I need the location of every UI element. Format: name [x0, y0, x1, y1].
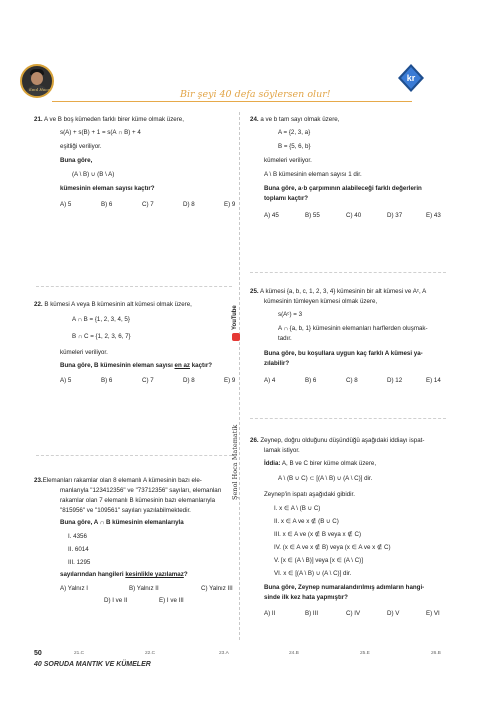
claim-label: İddia: — [264, 460, 281, 467]
question-number: 22. — [34, 301, 43, 308]
option[interactable]: B) Yalnız II — [129, 585, 159, 592]
side-banner — [231, 300, 245, 500]
proof-step: VI. x ∈ [(A \ B) ∪ (A \ C)] dir. — [274, 570, 352, 577]
equation: s(Aᶜ) = 3 — [278, 311, 303, 318]
page-number: 50 — [34, 650, 42, 657]
option[interactable]: B) III — [305, 610, 319, 617]
text-line: A ∩ {a, b, 1} kümesinin elemanları harflerden oluşmak- — [278, 325, 428, 332]
question-prompt: sinde ilk kez hata yapmıştır? — [264, 594, 348, 601]
question-stem: A kümesi {a, b, c, 1, 2, 3, 4} kümesinin bir alt kümesi ve Aᶜ, A — [260, 288, 427, 295]
list-item: II. 6014 — [68, 546, 89, 553]
separator — [250, 272, 446, 273]
question-stem: B kümesi A veya B kümesinin alt kümesi olmak üzere, — [44, 301, 192, 308]
book-title: 40 SORUDA MANTIK VE KÜMELER — [34, 661, 151, 668]
avatar-face — [31, 72, 43, 85]
answer-key-item: 24.B — [289, 651, 299, 656]
question-prompt: toplamı kaçtır? — [264, 195, 309, 202]
text-line: "815956" ve "109561" sayıları yazılabilmektedir. — [60, 507, 191, 514]
option[interactable]: A) Yalnız I — [60, 585, 88, 592]
option[interactable]: E) 9 — [224, 377, 236, 384]
question-number: 25. — [250, 288, 259, 295]
question-number: 21. — [34, 116, 43, 123]
text-line: Buna göre, — [60, 157, 93, 164]
text-line: Elemanları rakamlar olan 8 elemanlı A kümesinin bazı ele- — [42, 477, 202, 484]
question-prompt: Buna göre, bu koşullara uygun kaç farklı A kümesi ya- — [264, 350, 423, 357]
option[interactable]: C) Yalnız III — [201, 585, 233, 592]
equation: B ∩ C = {1, 2, 3, 6, 7} — [72, 333, 131, 340]
equation: B = {5, 6, b} — [278, 143, 311, 150]
separator — [36, 286, 232, 287]
option[interactable]: C) 8 — [346, 377, 358, 384]
youtube-label: YouTube — [232, 305, 238, 330]
option[interactable]: D) 8 — [183, 201, 195, 208]
question-number: 23. — [34, 477, 43, 484]
option[interactable]: A) 45 — [264, 212, 279, 219]
proof-step: V. [x ∈ (A \ B)] veya [x ∈ (A \ C)] — [274, 557, 363, 564]
expression: (A \ B) ∪ (B \ A) — [72, 171, 115, 178]
question-prompt: Buna göre, A ∩ B kümesinin elemanlarıyla — [60, 519, 184, 526]
text-line: kümeleri veriliyor. — [264, 157, 312, 164]
option[interactable]: E) 9 — [224, 201, 236, 208]
option[interactable]: D) I ve II — [104, 597, 128, 604]
formula: A \ (B ∪ C) ⊂ [(A \ B) ∪ (A \ C)] dir. — [278, 475, 373, 482]
youtube-icon — [232, 333, 240, 341]
text-line: tadır. — [278, 335, 292, 342]
option[interactable]: B) 55 — [305, 212, 320, 219]
question-stem: A ve B boş kümeden farklı birer küme olmak üzere, — [44, 116, 184, 123]
separator — [250, 418, 446, 419]
question-prompt: zılabilir? — [264, 360, 290, 367]
option[interactable]: B) 6 — [305, 377, 317, 384]
option[interactable]: A) 4 — [264, 377, 276, 384]
question-prompt: Buna göre, Zeynep numaralandırılmış adımların hangi- — [264, 584, 425, 591]
question-prompt: Buna göre, a·b çarpımının alabileceği farklı değerlerin — [264, 185, 422, 192]
option[interactable]: B) 6 — [101, 377, 113, 384]
text-line: A \ B kümesinin eleman sayısı 1 dir. — [264, 171, 362, 178]
option[interactable]: E) 43 — [426, 212, 441, 219]
option[interactable]: B) 6 — [101, 201, 113, 208]
answer-key-item: 23.A — [219, 651, 229, 656]
side-banner-text: Şenol Hoca Matematik — [231, 424, 239, 500]
question-prompt: kümesinin eleman sayısı kaçtır? — [60, 185, 155, 192]
claim-text: A, B ve C birer küme olmak üzere, — [280, 460, 377, 467]
proof-step: III. x ∈ A ve (x ∉ B veya x ∉ C) — [274, 531, 362, 538]
option[interactable]: E) 14 — [426, 377, 441, 384]
text-line: manlarıyla "123412356" ve "73712356" sayıları, elemanları — [60, 487, 222, 494]
option[interactable]: C) 40 — [346, 212, 362, 219]
equation: A ∩ B = {1, 2, 3, 4, 5} — [72, 316, 130, 323]
question-number: 24. — [250, 116, 259, 123]
author-avatar — [20, 64, 54, 98]
option[interactable]: D) V — [387, 610, 400, 617]
text-line: Zeynep'in ispatı aşağıdaki gibidir. — [264, 491, 355, 498]
list-item: III. 1295 — [68, 559, 91, 566]
option[interactable]: A) II — [264, 610, 276, 617]
option[interactable]: D) 8 — [183, 377, 195, 384]
proof-step: I. x ∈ A \ (B ∪ C) — [274, 505, 321, 512]
option[interactable]: C) 7 — [142, 377, 154, 384]
question-number: 26. — [250, 437, 259, 444]
equation: A = {2, 3, a} — [278, 129, 311, 136]
option[interactable]: D) 12 — [387, 377, 403, 384]
list-item: I. 4356 — [68, 533, 87, 540]
text-line: rakamlar olan 7 elemanlı B kümesinin bazı elemanlarıyla — [60, 497, 216, 504]
answer-key-item: 25.E — [360, 651, 370, 656]
proof-step: II. x ∈ A ve x ∉ (B ∪ C) — [274, 518, 339, 525]
option[interactable]: C) 7 — [142, 201, 154, 208]
header-slogan: Bir şeyi 40 defa söylersen olur! — [180, 89, 331, 100]
answer-key-item: 22.C — [145, 651, 156, 656]
avatar-signature: Sınıl Hoca — [29, 87, 50, 92]
header-rule — [52, 101, 412, 102]
text-line: kümesinin tümleyen kümesi olmak üzere, — [264, 298, 378, 305]
option[interactable]: A) 5 — [60, 377, 72, 384]
proof-step: IV. (x ∈ A ve x ∉ B) veya (x ∈ A ve x ∉ C) — [274, 544, 391, 551]
text-line: kümeleri veriliyor. — [60, 349, 108, 356]
text-line: eşitliği veriliyor. — [60, 143, 102, 150]
option[interactable]: E) I ve III — [159, 597, 184, 604]
answer-key-item: 21.C — [74, 651, 85, 656]
question-prompt: Buna göre, B kümesinin eleman sayısı en az kaçtır? — [60, 362, 213, 369]
question-stem: Zeynep, doğru olduğunu düşündüğü aşağıdaki iddiayı ispat- — [260, 437, 425, 444]
option[interactable]: C) IV — [346, 610, 361, 617]
text-line: lamak istiyor. — [264, 447, 300, 454]
option[interactable]: D) 37 — [387, 212, 403, 219]
question-prompt: sayılarından hangileri kesinlikle yazılamaz? — [60, 571, 188, 578]
logo-text: kr — [406, 73, 416, 83]
separator — [36, 455, 232, 456]
option[interactable]: E) VI — [426, 610, 440, 617]
answer-key-item: 26.B — [431, 651, 441, 656]
equation: s(A) + s(B) + 1 = s(A ∩ B) + 4 — [60, 129, 141, 136]
question-stem: a ve b tam sayı olmak üzere, — [260, 116, 340, 123]
option[interactable]: A) 5 — [60, 201, 72, 208]
publisher-logo-icon — [396, 63, 426, 93]
